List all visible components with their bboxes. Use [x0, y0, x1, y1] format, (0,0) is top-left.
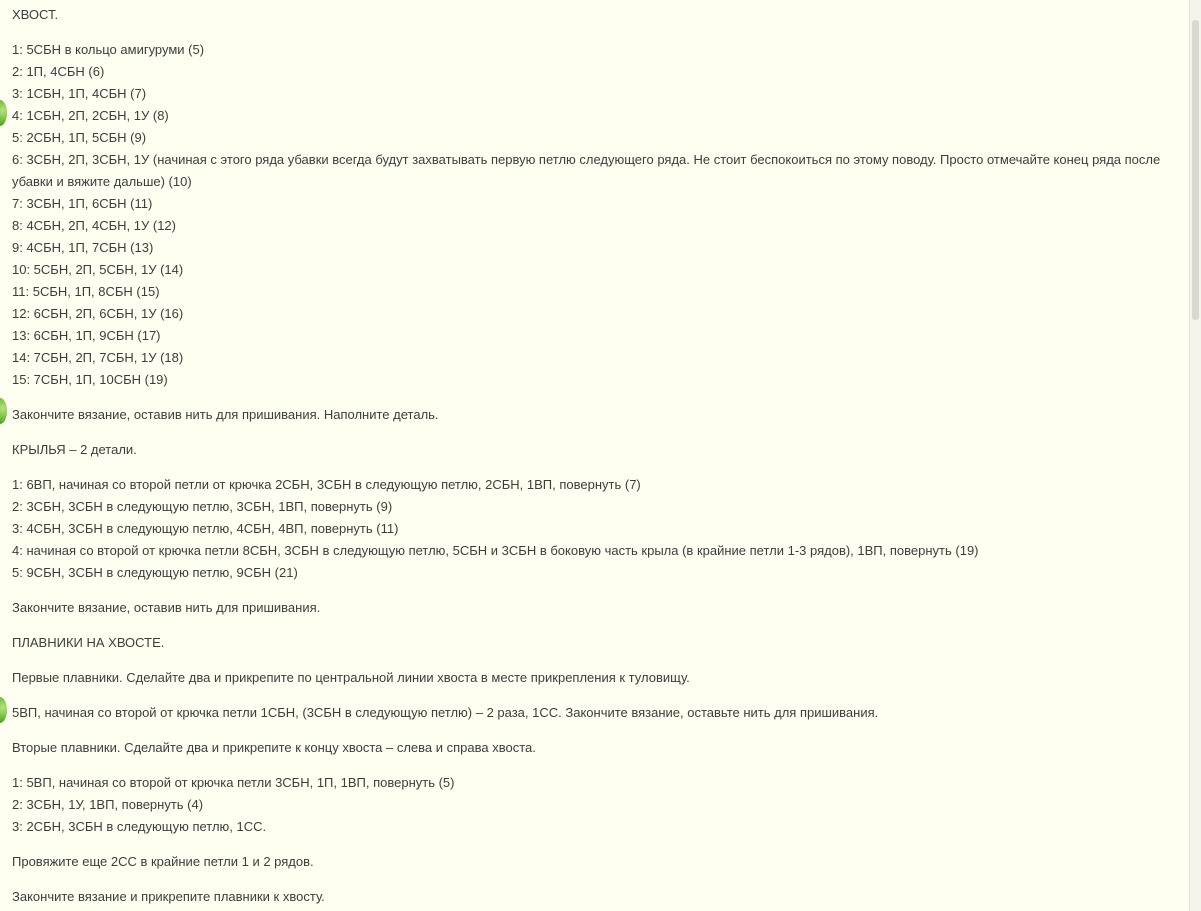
row-line: 1: 6ВП, начиная со второй петли от крючка 2СБН, 3СБН в следующую петлю, 2СБН, 1ВП, повернуть (7) [12, 477, 641, 492]
scrollbar-thumb[interactable] [1192, 20, 1199, 320]
pattern-text [12, 4, 1182, 908]
row-line: 2: 3СБН, 3СБН в следующую петлю, 3СБН, 1ВП, повернуть (9) [12, 499, 393, 514]
row-line: 3: 2СБН, 3СБН в следующую петлю, 1СС. [12, 819, 267, 834]
row-line: 4: 1СБН, 2П, 2СБН, 1У (8) [12, 108, 169, 123]
decorative-ball-icon [0, 697, 7, 723]
row-line: 11: 5СБН, 1П, 8СБН (15) [12, 284, 160, 299]
row-line: 7: 3СБН, 1П, 6СБН (11) [12, 196, 153, 211]
row-line: 4: начиная со второй от крючка петли 8СБН, 3СБН в следующую петлю, 5СБН и 3СБН в боковую часть крыла (в крайние петли 1-3 рядов), 1ВП, повернуть (19) [12, 543, 979, 558]
row-line: 6: 3СБН, 2П, 3СБН, 1У (начиная с этого ряда убавки всегда будут захватывать первую петлю следующего ряда. Не стоит беспокоиться по этому поводу. Просто отмечайте конец ряда после убавки и вяжите дальше) (10) [12, 152, 1161, 189]
row-line: 2: 1П, 4СБН (6) [12, 64, 105, 79]
decorative-ball-icon [0, 398, 7, 424]
first-fins-intro: Первые плавники. Сделайте два и прикрепите по центральной линии хвоста в месте прикрепления к туловищу. [12, 670, 690, 685]
first-fins-instructions: 5ВП, начиная со второй от крючка петли 1СБН, (3СБН в следующую петлю) – 2 раза, 1СС. Закончите вязание, оставьте нить для пришивания. [12, 705, 879, 720]
row-line: 3: 4СБН, 3СБН в следующую петлю, 4СБН, 4ВП, повернуть (11) [12, 521, 399, 536]
fins-heading: ПЛАВНИКИ НА ХВОСТЕ. [12, 635, 165, 650]
decorative-ball-icon [0, 100, 7, 126]
second-fin-rows [12, 772, 1182, 838]
row-line: 3: 1СБН, 1П, 4СБН (7) [12, 86, 147, 101]
row-line: 14: 7СБН, 2П, 7СБН, 1У (18) [12, 350, 184, 365]
tail-heading: ХВОСТ. [12, 7, 59, 22]
wings-heading: КРЫЛЬЯ – 2 детали. [12, 442, 137, 457]
row-line: 5: 9СБН, 3СБН в следующую петлю, 9СБН (21) [12, 565, 298, 580]
row-line: 15: 7СБН, 1П, 10СБН (19) [12, 372, 168, 387]
row-line: 1: 5ВП, начиная со второй от крючка петли 3СБН, 1П, 1ВП, повернуть (5) [12, 775, 455, 790]
tail-rows [12, 39, 1182, 391]
row-line: 2: 3СБН, 1У, 1ВП, повернуть (4) [12, 797, 204, 812]
row-line: 5: 2СБН, 1П, 5СБН (9) [12, 130, 147, 145]
row-line: 13: 6СБН, 1П, 9СБН (17) [12, 328, 161, 343]
edge-stitch-note: Провяжите еще 2СС в крайние петли 1 и 2 рядов. [12, 854, 314, 869]
wings-finish-note: Закончите вязание, оставив нить для пришивания. [12, 600, 321, 615]
vertical-scrollbar[interactable] [1189, 0, 1201, 911]
tail-finish-note: Закончите вязание, оставив нить для пришивания. Наполните деталь. [12, 407, 439, 422]
row-line: 1: 5СБН в кольцо амигуруми (5) [12, 42, 205, 57]
row-line: 8: 4СБН, 2П, 4СБН, 1У (12) [12, 218, 176, 233]
second-fins-intro: Вторые плавники. Сделайте два и прикрепите к концу хвоста – слева и справа хвоста. [12, 740, 536, 755]
row-line: 10: 5СБН, 2П, 5СБН, 1У (14) [12, 262, 184, 277]
row-line: 12: 6СБН, 2П, 6СБН, 1У (16) [12, 306, 184, 321]
final-note: Закончите вязание и прикрепите плавники к хвосту. [12, 889, 325, 904]
row-line: 9: 4СБН, 1П, 7СБН (13) [12, 240, 154, 255]
wing-rows [12, 474, 1182, 584]
